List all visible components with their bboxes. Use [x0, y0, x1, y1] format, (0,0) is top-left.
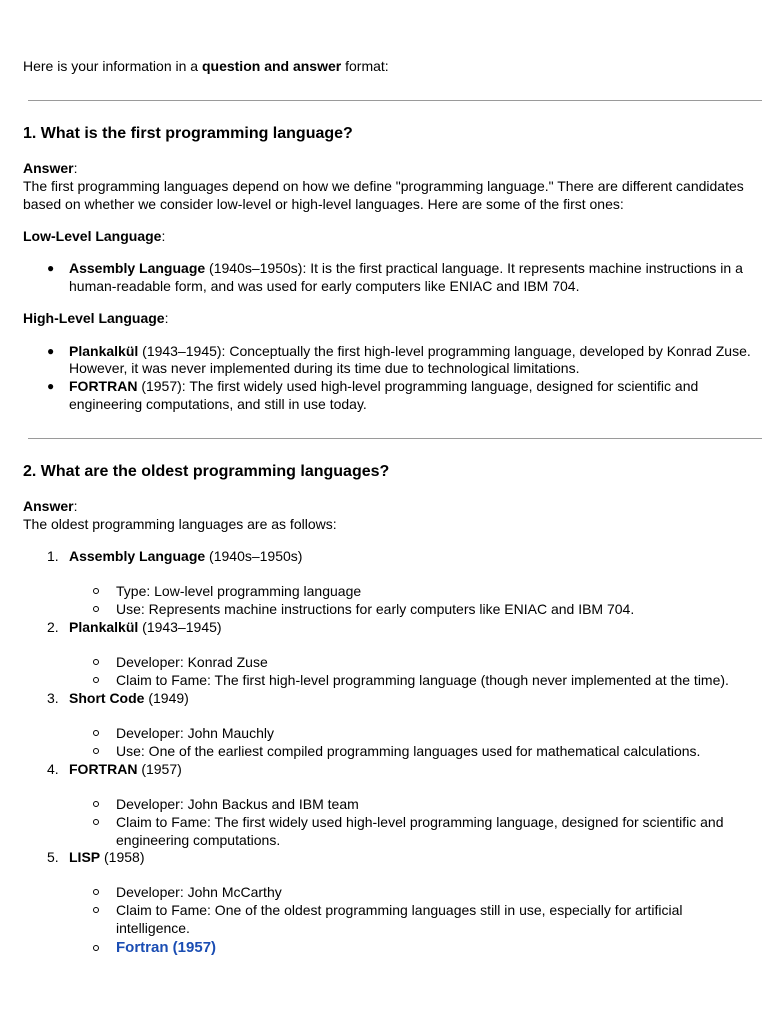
divider — [28, 438, 762, 439]
sub-item: Claim to Fame: The first widely used high-level programming language, designed for scientific and — [116, 814, 724, 830]
circle-bullet-icon — [93, 588, 99, 594]
intro-text: Here is your information in a question and answer format: — [23, 58, 389, 74]
list-item: LISP (1958) — [69, 849, 145, 865]
bullet-icon: ● — [47, 261, 55, 275]
sub-item: Developer: John Mauchly — [116, 725, 274, 741]
list-number: 2. — [47, 619, 59, 635]
q1-answer-label: Answer: — [23, 160, 78, 176]
high-level-label: High-Level Language: — [23, 310, 169, 326]
q2-text: The oldest programming languages are as follows: — [23, 516, 337, 532]
low-level-label: Low-Level Language: — [23, 228, 166, 244]
list-item: Plankalkül (1943–1945): Conceptually the first high-level programming language, developed by Konrad Zuse. — [69, 343, 751, 359]
list-number: 1. — [47, 548, 59, 564]
circle-bullet-icon — [93, 659, 99, 665]
q1-heading: 1. What is the first programming language? — [23, 125, 353, 142]
sub-item: Claim to Fame: The first high-level programming language (though never implemented at the time). — [116, 672, 729, 688]
list-item: Short Code (1949) — [69, 690, 189, 706]
list-item-cont: engineering computations, and still in use today. — [69, 396, 367, 412]
list-item: Plankalkül (1943–1945) — [69, 619, 222, 635]
sub-item: Developer: John Backus and IBM team — [116, 796, 359, 812]
list-item: FORTRAN (1957) — [69, 761, 182, 777]
list-number: 4. — [47, 761, 59, 777]
q2-answer-label: Answer: — [23, 498, 78, 514]
list-item-cont: human-readable form, and was used for early computers like ENIAC and IBM 704. — [69, 278, 580, 294]
circle-bullet-icon — [93, 819, 99, 825]
sub-item-cont: intelligence. — [116, 920, 190, 936]
sub-item: Use: One of the earliest compiled programming languages used for mathematical calculations. — [116, 743, 701, 759]
circle-bullet-icon — [93, 730, 99, 736]
circle-bullet-icon — [93, 606, 99, 612]
list-item: Assembly Language (1940s–1950s): It is the first practical language. It represents machine instructions in a — [69, 260, 743, 276]
list-number: 3. — [47, 690, 59, 706]
list-item-cont: However, it was never implemented during its time due to technological limitations. — [69, 360, 580, 376]
q1-text-line2: based on whether we consider low-level or high-level languages. Here are some of the first ones: — [23, 196, 624, 212]
circle-bullet-icon — [93, 748, 99, 754]
list-number: 5. — [47, 849, 59, 865]
sub-item: Type: Low-level programming language — [116, 583, 362, 599]
list-item: FORTRAN (1957): The first widely used high-level programming language, designed for scientific and — [69, 378, 699, 394]
sub-item: Developer: Konrad Zuse — [116, 654, 268, 670]
circle-bullet-icon — [93, 945, 99, 951]
divider — [28, 100, 762, 101]
list-item: Assembly Language (1940s–1950s) — [69, 548, 303, 564]
sub-item: Claim to Fame: One of the oldest programming languages still in use, especially for artificial — [116, 902, 683, 918]
bullet-icon: ● — [47, 379, 55, 393]
circle-bullet-icon — [93, 677, 99, 683]
fortran-link[interactable]: Fortran (1957) — [116, 939, 217, 956]
circle-bullet-icon — [93, 889, 99, 895]
q1-text-line1: The first programming languages depend on how we define "programming language." There are different candidates — [23, 178, 744, 194]
circle-bullet-icon — [93, 801, 99, 807]
sub-item: Use: Represents machine instructions for early computers like ENIAC and IBM 704. — [116, 601, 635, 617]
q2-heading: 2. What are the oldest programming languages? — [23, 463, 390, 480]
circle-bullet-icon — [93, 907, 99, 913]
bullet-icon: ● — [47, 344, 55, 358]
sub-item-cont: engineering computations. — [116, 832, 281, 848]
sub-item: Developer: John McCarthy — [116, 884, 282, 900]
